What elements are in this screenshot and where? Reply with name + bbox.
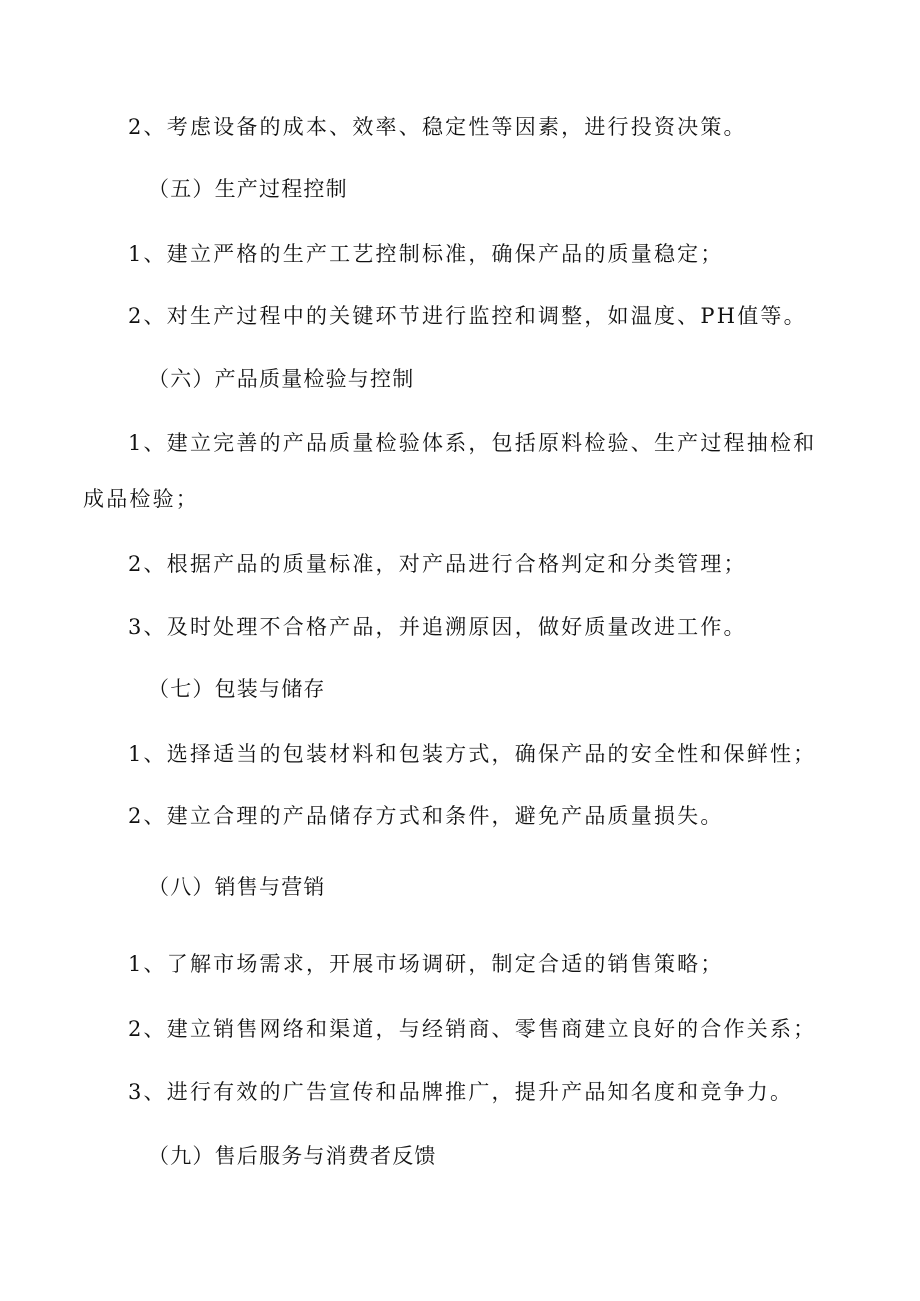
item-line: 2、建立销售网络和渠道，与经销商、零售商建立良好的合作关系； xyxy=(128,1017,817,1041)
item-line: 3、及时处理不合格产品，并追溯原因，做好质量改进工作。 xyxy=(128,615,747,639)
item-line: 2、对生产过程中的关键环节进行监控和调整，如温度、PH值等。 xyxy=(128,304,807,328)
item-line: 3、进行有效的广告宣传和品牌推广，提升产品知名度和竞争力。 xyxy=(128,1080,794,1104)
item-line: 2、建立合理的产品储存方式和条件，避免产品质量损失。 xyxy=(128,804,724,828)
section-heading: （七）包装与储存 xyxy=(148,677,326,701)
item-line: 1、建立严格的生产工艺控制标准，确保产品的质量稳定； xyxy=(128,242,724,266)
section-heading: （五）生产过程控制 xyxy=(148,177,348,201)
item-line: 2、根据产品的质量标准，对产品进行合格判定和分类管理； xyxy=(128,552,747,576)
item-line: 2、考虑设备的成本、效率、稳定性等因素，进行投资决策。 xyxy=(128,115,747,139)
section-heading: （八）销售与营销 xyxy=(148,875,326,899)
item-line: 1、选择适当的包装材料和包装方式，确保产品的安全性和保鲜性； xyxy=(128,742,817,766)
item-line: 1、了解市场需求，开展市场调研，制定合适的销售策略； xyxy=(128,952,724,976)
item-line: 1、建立完善的产品质量检验体系，包括原料检验、生产过程抽检和 xyxy=(128,431,817,455)
section-heading: （九）售后服务与消费者反馈 xyxy=(148,1144,437,1168)
item-line-continuation: 成品检验； xyxy=(83,487,199,511)
section-heading: （六）产品质量检验与控制 xyxy=(148,367,415,391)
